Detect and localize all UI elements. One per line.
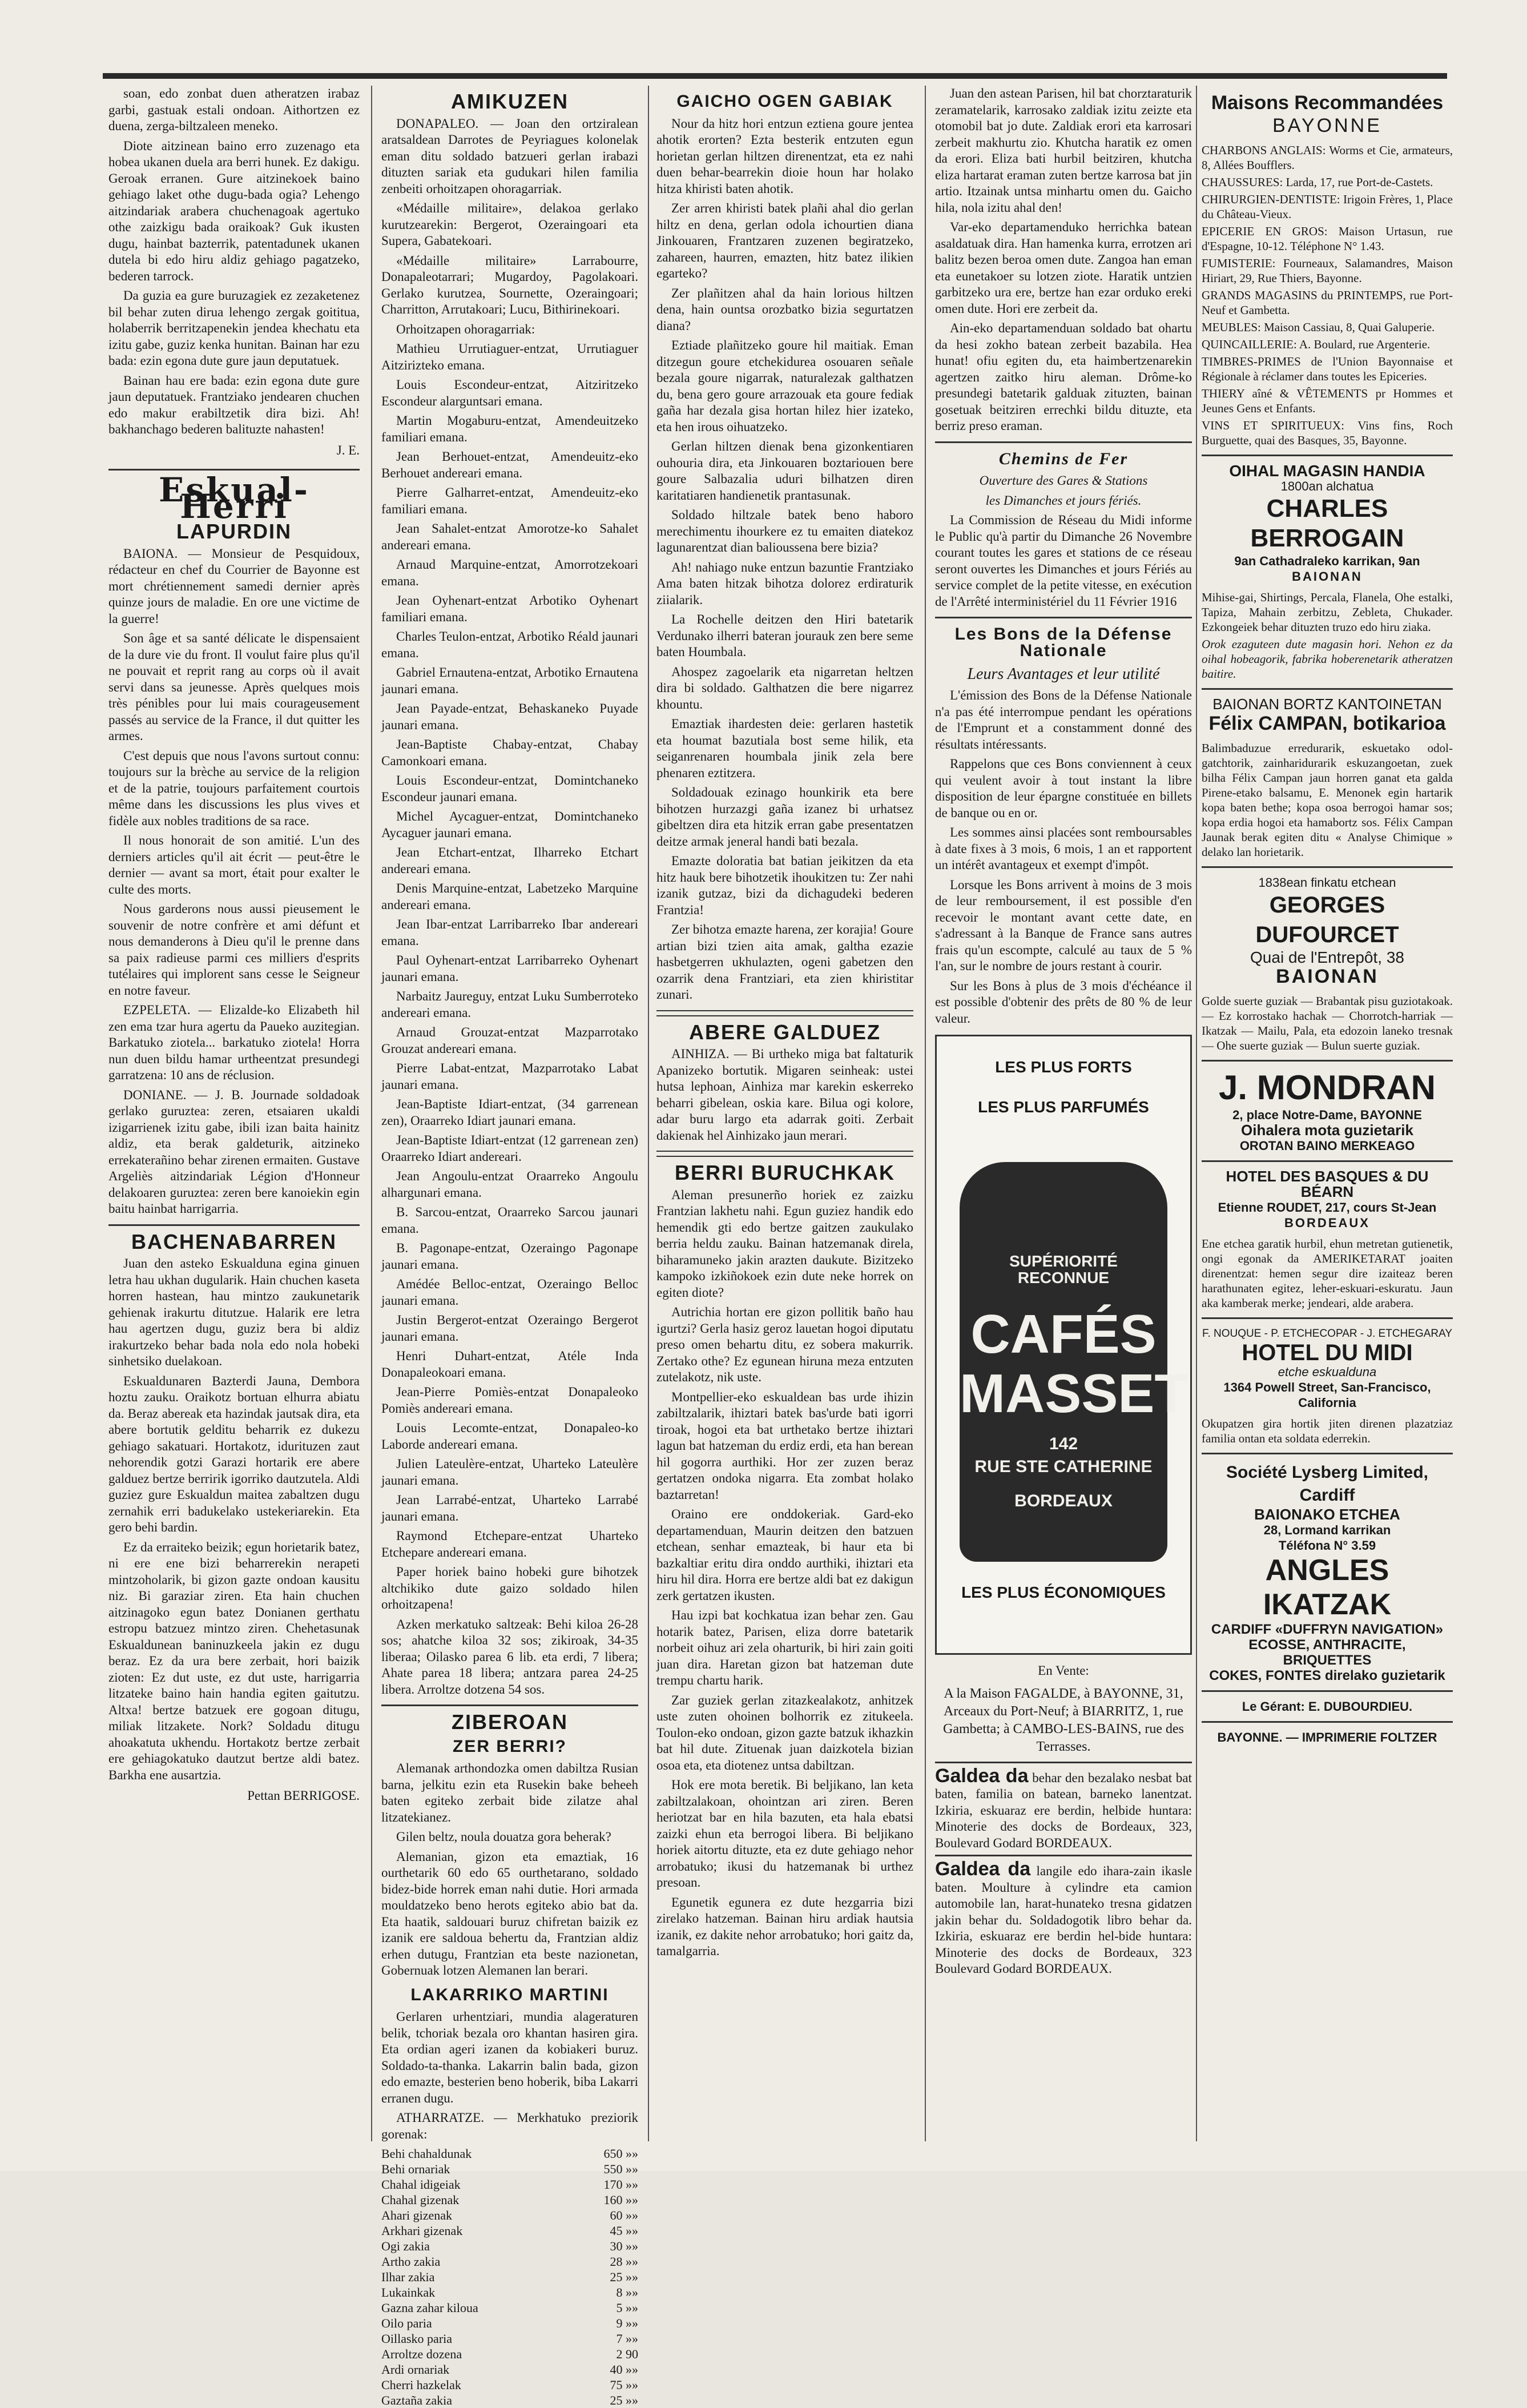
price-value: 9 »» [616, 2316, 638, 2330]
memorial-entry: Narbaitz Jaureguy, entzat Luku Sumberroteko andereari emana. [381, 989, 638, 1020]
article-paragraph: Juan den astean Parisen, hil bat chorztaraturik zeramatelarik, karrosako zaldiak izitu zeizte eta otomobil bat jo dute. Zaldiak erori eta karrosari zerbeit makhurtu zio. Khutcha haratik ez omen da erori. Eliza bati hurbil beitziren, khutcha eliza hartarat eraman zuten bertze karrosa bat jin artio. Itzainak untsa minhartu omen du. Gaicho hila, nola izitu ahal den! [935, 86, 1192, 215]
berrogain-ad [1202, 463, 1453, 584]
ad-slogan: LES PLUS FORTS [995, 1058, 1132, 1076]
recommended-entry: THIERY aîné & VÊTEMENTS pr Hommes et Jeunes Gens et Enfants. [1202, 387, 1453, 415]
gerant-line: Le Gérant: E. DUBOURDIEU. [1242, 1699, 1413, 1714]
article-paragraph: «Médaille militaire», delakoa gerlako kurutzearekin: Bergerot, Ozeraingoari eta Supera, Gabatekoari. [381, 201, 638, 248]
memorial-entry: Mathieu Urrutiaguer-entzat, Urrutiaguer Aitzirizteko emana. [381, 341, 638, 372]
ad-slogan: LES PLUS ÉCONOMIQUES [961, 1583, 1166, 1601]
recommended-entry: QUINCAILLERIE: A. Boulard, rue Argenterie. [1202, 337, 1431, 351]
column-4 [935, 86, 1192, 2153]
divider [1202, 1317, 1453, 1319]
notice-paragraph: L'émission des Bons de la Défense Nationale n'a pas été interrompue pendant les opérations de l'Emprunt et a constamment donné des résultats intéressants. [935, 688, 1192, 751]
recommended-entry: CHIRURGIEN-DENTISTE: Irigoin Frères, 1, Place du Château-Vieux. [1202, 192, 1453, 221]
masset-coffee-ad [935, 1035, 1192, 1655]
article-paragraph: Zer arren khiristi batek plañi ahal dio gerlan hiltz en dena, gerlan odola ichourtien diana Jinkouaren, Frantzaren zuzenen begiratzeko, zahareen, haurren, emazten, hitz batez ilikien egarteko? [656, 201, 913, 280]
memorial-list [381, 341, 638, 1613]
ad-address: 9an Cathadraleko karrikan, 9an [1234, 554, 1420, 568]
divider [1202, 1060, 1453, 1062]
price-row [381, 2238, 638, 2254]
ad-text: ECOSSE, ANTHRACITE, [1248, 1637, 1406, 1653]
column-2 [381, 86, 638, 2407]
notice-paragraph: Sur les Bons à plus de 3 mois d'échéance il est possible d'obtenir des prêts de 80 % de leur valeur. [935, 978, 1192, 1026]
article-paragraph: BAIONA. — Monsieur de Pesquidoux, rédacteur en chef du Courrier de Bayonne est mort chrétiennement samedi dernier après quinze jours de maladie. En ore une victime de la guerre! [108, 546, 360, 626]
price-value: 5 »» [616, 2301, 638, 2315]
price-item: Artho zakia [381, 2254, 441, 2269]
price-value: 160 »» [603, 2193, 638, 2207]
article-paragraph: Emaztiak ihardesten deie: gerlaren hastetik eta houmat bazutiala bost seme hilik, eta seiganrenaren houmbala jinik zela bere phenaren eztitzera. [656, 717, 913, 780]
price-item: Ogi zakia [381, 2239, 430, 2253]
classified-ad [935, 1855, 1192, 1977]
article-paragraph: Zer bihotza emazte harena, zer korajia! Goure artian bizi tzien aita amak, galtha ezazie hasbetgerren ukhulazten, ogeni gabetzen den ozarrik dena Frantziari, eta zien khiristitar zunari. [656, 922, 913, 1002]
price-row [381, 2393, 638, 2408]
section-title: GAICHO OGEN GABIAK [676, 92, 893, 111]
memorial-entry: Amédée Belloc-entzat, Ozeraingo Belloc jaunari emana. [381, 1277, 638, 1308]
memorial-entry: Jean-Baptiste Idiart-entzat, (34 garrenean zen), Oraarreko Idiart jaunari emana. [381, 1097, 638, 1128]
ad-address: 28, Lormand karrikan [1263, 1523, 1391, 1537]
price-value: 550 »» [603, 2162, 638, 2176]
price-item: Gazna zahar kiloua [381, 2301, 478, 2315]
column-rule [371, 86, 372, 2141]
article-paragraph: Orhoitzapen ohoragarriak: [396, 321, 535, 336]
divider [935, 617, 1192, 618]
price-value: 2 90 [616, 2347, 638, 2361]
top-rule [103, 73, 1447, 79]
price-value: 45 »» [610, 2224, 638, 2238]
article-paragraph: Autrichia hortan ere gizon pollitik baño hau igurtzi? Gerla hasiz geroz lauetan hogoi diputatu preso omen behartu ditu, ez sobera makurrik. Zertako othe? Ez egunean hiruna meza entzuten zutelakotz, nik uste. [656, 1305, 913, 1384]
price-row [381, 2377, 638, 2393]
section-masthead: Eskual-Herri [159, 471, 309, 526]
notice-paragraph: Les sommes ainsi placées sont remboursables à date fixes à 3 mois, 6 mois, 1 an et rapportent un intérêt avantageux et exempt d'impôt. [935, 825, 1192, 872]
ad-city: BAYONNE [1272, 115, 1382, 136]
ad-city: BORDEAUX [1014, 1492, 1113, 1510]
footer-imprint [1202, 1730, 1453, 1745]
memorial-entry: Jean Oyhenart-entzat Arbotiko Oyhenart familiari emana. [381, 593, 638, 624]
hotel-midi-ad [1202, 1326, 1453, 1410]
price-row [381, 2300, 638, 2315]
memorial-entry: Louis Escondeur-entzat, Aitziritzeko Escondeur alarguntsari emana. [381, 377, 638, 408]
price-item: Arroltze dozena [381, 2347, 462, 2361]
ad-brand-line: CAFÉS [970, 1304, 1157, 1365]
recommended-entry: CHARBONS ANGLAIS: Worms et Cie, armateurs, 8, Allées Boufflers. [1202, 143, 1453, 172]
notice-subtitle: Ouverture des Gares & Stations [979, 473, 1148, 488]
price-item: Gaztaña zakia [381, 2393, 452, 2407]
notice-subtitle: Leurs Avantages et leur utilité [967, 665, 1160, 683]
price-value: 25 »» [610, 2393, 638, 2407]
ad-brand-line: MASSET [960, 1363, 1188, 1424]
coffee-sack-icon [960, 1162, 1188, 1562]
recommended-entry: EPICERIE EN GROS: Maison Urtasun, rue d'Espagne, 10-12. Téléphone N° 1.43. [1202, 224, 1453, 253]
ad-brand: HOTEL DES BASQUES & DU BÉARN [1226, 1168, 1429, 1200]
classified-text: behar den bezalako nesbat bat baten, familia on batean, barneko lanentzat. Izkiria, eskuaraz ere berdin, helbide huntara: Minoterie des docks de Bordeaux, 323, Boulevard Godard BORDEAUX. [935, 1770, 1192, 1850]
ad-brand: ANGLES IKATZAK [1263, 1554, 1392, 1621]
ad-brand: Félix CAMPAN, botikarioa [1208, 713, 1446, 734]
article-paragraph: Hau izpi bat kochkatua izan behar zen. Gau hotarik batez, Parisen, eliza dorre batetarik norbeit oihuz ari zela oharturik, bi hiri zain goiti juan dira. Haretan gizon bat hatzeman dute trempu chartu harik. [656, 1608, 913, 1687]
divider [1202, 866, 1453, 868]
memorial-entry: Arnaud Marquine-entzat, Amorrotzekoari emana. [381, 557, 638, 588]
article-paragraph: Var-eko departamenduko herrichka batean asaldatuak dira. Han hamenka kurra, errotzen ari balitz bezen beroa omen dute. Zangoa han eman eta eunetakoer su lotzen ziote. Haratik untzien garbitzeko ura ere, bertze han ezar orduko ereki omen dute. Hori ere zerbeit da. [935, 220, 1192, 316]
divider [935, 441, 1192, 443]
column-rule [648, 86, 649, 2141]
price-value: 8 »» [616, 2285, 638, 2300]
article-paragraph: Zer plañitzen ahal da hain lorious hiltzen dena, hain ountsa orozbatko bizia segurtatzen diana? [656, 286, 913, 333]
ad-address: 1364 Powell Street, San-Francisco, California [1223, 1380, 1431, 1410]
article-paragraph: Emazte doloratia bat batian jeikitzen da eta hitz hauk bere bihotzetik ihoukitzen tu: Zer nahi izanik gutzaz, bizi da dichagudeki bederen Frantzia! [656, 854, 913, 917]
memorial-entry: Jean Angoulu-entzat Oraarreko Angoulu alhargunari emana. [381, 1169, 638, 1200]
section-title: ZIBEROAN [452, 1710, 568, 1734]
ad-text: Ene etchea garatik hurbil, ehun metretan gutienetik, ongi egonak da AMERIKETARAT joaiten direnentzat: hemen segur dire izaiteaz beren harathunaten egitez, leher-eskuari-eskuratu. Jaun aka kamberak merke; jendeari, alde arabera. [1202, 1237, 1453, 1310]
divider [108, 1224, 360, 1226]
ad-street: RUE STE CATHERINE [974, 1457, 1153, 1476]
memorial-entry: Pierre Galharret-entzat, Amendeuitz-eko familiari emana. [381, 485, 638, 516]
ad-seal: SUPÉRIORITÉ RECONNUE [1009, 1252, 1118, 1287]
price-row [381, 2362, 638, 2377]
classified-heading: Galdea da [935, 1764, 1029, 1787]
footer-gerant [1202, 1699, 1453, 1714]
price-row [381, 2254, 638, 2269]
price-value: 75 »» [610, 2378, 638, 2392]
price-value: 650 »» [603, 2146, 638, 2161]
divider [1202, 455, 1453, 456]
article-paragraph: Hok ere mota beretik. Bi beljikano, lan keta zabiltzalakoan, ohointzan ari ziren. Beren heriotzat bar en hila bazuten, eta hala ebatsi zaizki ehun eta berrogoi libera. Bi beljikano horiek aitortu dituzte, eta ez dute gehiago nehor arrobatuko; ikusi du hatzemanak bi urthez presoan. [656, 1778, 913, 1890]
ad-text: Orok ezaguteen dute magasin hori. Nehon ez da oihal hobeagorik, fabrika hoberenetarik atheratzen baitire. [1202, 637, 1453, 681]
memorial-entry: Pierre Labat-entzat, Mazparrotako Labat jaunari emana. [381, 1061, 638, 1092]
price-value: 40 »» [610, 2362, 638, 2377]
ad-text: COKES, FONTES direlako guzietarik [1209, 1668, 1445, 1683]
price-row [381, 2192, 638, 2208]
price-item: Chahal gizenak [381, 2193, 460, 2207]
price-value: 170 »» [603, 2177, 638, 2192]
notice-paragraph: La Commission de Réseau du Midi informe le Public qu'à partir du Dimanche 26 Novembre courant toutes les gares et stations de ce réseau seront ouvertes les Dimanches et jours Fériés au service complet de la petite vitesse, en exécution de l'Arrêté interministériel du 11 Février 1916 [935, 513, 1192, 609]
ad-brand: J. MONDRAN [1218, 1068, 1436, 1107]
article-paragraph: Ez da erraiteko beizik; egun horietarik batez, ni ere ene bizi beharrerekin nerapeti mintzoholarik, bi gizon gazte ondoan kausitu niz. Bi garaziar ziren. Eta hain chuchen aitzinagoko egun batez Donianen gerthatu estropu batzuez mintzo ziren. Chehetasunak Eskualdunean baninuzkeela jakin ez dugu beraz. Ez da ura bere zerbait, hori baizik zioten: Ez dut uste, ez dut uste, harrigarria litzateke baino hain handia egiten gaitutzu. Altxa! bertze batzuek ere gogoan ditugu, miliak litzakete. Nork? Soldadu ditugu ahoakatuta ukhendu. Hortakotz bertze zerbait ere gehiagokatuko dautzut bertze aldi batez. Barkha ene ausartzia. [108, 1539, 360, 1782]
notice-title: Les Bons de la Défense Nationale [954, 625, 1173, 660]
price-value: 30 »» [610, 2239, 638, 2253]
price-row [381, 2285, 638, 2300]
memorial-entry: Justin Bergerot-entzat Ozeraingo Bergerot jaunari emana. [381, 1313, 638, 1344]
memorial-entry: Henri Duhart-entzat, Atéle Inda Donapaleokoari emana. [381, 1349, 638, 1380]
article-paragraph: «Médaille militaire» Larrabourre, Donapaleotarrari; Mugardoy, Pagolakoari. Gerlako kurutzea, Sournette, Ozeraingoari; Charritton, Arrutakoari; Lucu, Bithirinekoari. [381, 253, 638, 316]
article-paragraph: Egunetik egunera ez dute hezgarria bizi zirelako hatzeman. Bainan hiru ardiak hautsia izanik, ez dakite nehor arrobatuko; hori gaitz da, tamalgarria. [656, 1895, 913, 1958]
subsection-title: ZER BERRI? [453, 1736, 567, 1756]
article-paragraph: Juan den asteko Eskualduna egina ginuen letra hau ukhan dugularik. Hain chuchen kaseta horren hastean, hau mintzo zaukunetarik gehienak irakurtu ditutzue. Halarik ere letra hau agertzen dugu, guziz bera bi aldiz irakurtzeko behar bada nola edo nola hobeki sinhetsiko duelakoan. [108, 1256, 360, 1368]
ad-subtitle: 1838ean finkatu etchean [1258, 875, 1396, 890]
ad-title: OIHAL MAGASIN HANDIA [1229, 462, 1425, 480]
signature: J. E. [336, 443, 360, 457]
memorial-entry: Jean Etchart-entzat, Ilharreko Etchart andereari emana. [381, 845, 638, 876]
ad-text: Okupatzen gira hortik jiten direnen plazatziaz familia ontan eta soldata ederrekin. [1202, 1417, 1453, 1445]
memorial-entry: Charles Teulon-entzat, Arbotiko Réald jaunari emana. [381, 629, 638, 660]
divider [1202, 1453, 1453, 1454]
memorial-entry: Arnaud Grouzat-entzat Mazparrotako Grouzat andereari emana. [381, 1025, 638, 1056]
divider [1202, 1690, 1453, 1692]
ad-text: CARDIFF «DUFFRYN NAVIGATION» [1211, 1622, 1444, 1637]
price-item: Oilo paria [381, 2316, 432, 2330]
memorial-entry: Paul Oyhenart-entzat Larribarreko Oyhenart jaunari emana. [381, 953, 638, 984]
article-paragraph: Son âge et sa santé délicate le dispensaient de la dure vie du front. Il voulut faire plus qu'il ne pouvait et reprit rang au corps où il avait servi dans sa jeunesse. Après quelques mois très pénibles pour lui mais courageusement passés au service de la France, il dut quitter les armes. [108, 631, 360, 743]
article-paragraph: Ain-eko departamenduan soldado bat ohartu da hesi zokho batean zerbeit bazabila. Hea hunat! ofiu egiten du, eta haimbertzenarekin agertzen zaitko hiru aleman. Drôme-ko presundegi batetarik galduak zituzten, bainan gosetuak beitziren errechki bildu dituzte, eta berriz preso eraman. [935, 321, 1192, 433]
divider [1202, 1721, 1453, 1723]
classified-ad [935, 1762, 1192, 1852]
memorial-entry: Martin Mogaburu-entzat, Amendeuitzeko familiari emana. [381, 413, 638, 444]
price-row [381, 2331, 638, 2346]
ad-owners: F. NOUQUE - P. ETCHECOPAR - J. ETCHEGARAY [1202, 1328, 1453, 1340]
article-paragraph: Aleman presunerño horiek ez zaizku Frantzian lakhetu nahi. Egun guziez handik edo hemendik gti edo bertze gaitzen zaukulako berria heldu zauku. Bainan hatzemanak direla, biharamuneko jakin arazten daukute. Bizitzeko kampoko izkiñokoek ezin dute neke horrek on egiten diote? [656, 1187, 913, 1300]
market-paragraph: Azken merkatuko saltzeak: Behi kiloa 26-28 sos; ahatche kiloa 32 sos; zikiroak, 34-35 liberaa; Oilasko parea 6 lib. eta erdi, 7 libera; Ahate parea 18 libera; antzara parea 24-25 libera. Arroltze dotzena 54 sos. [381, 1617, 638, 1697]
memorial-entry: Paper horiek baino hobeki gure bihotzek altchikiko dute gaizo soldado hilen orhoitzapena! [381, 1565, 638, 1611]
price-item: Ardi ornariak [381, 2362, 450, 2377]
article-paragraph: Ahospez zagoelarik eta nigarretan heltzen dira bi soldado. Galthatzen die bere nigarrez khountu. [656, 664, 913, 711]
divider [1202, 688, 1453, 690]
dufourcet-ad [1202, 875, 1453, 988]
price-item: Chahal idigeiak [381, 2177, 461, 2192]
divider [381, 1705, 638, 1706]
divider [1202, 1160, 1453, 1162]
article-paragraph: Gerlaren urhentziari, mundia alageraturen belik, tchoriak bezala oro khantan hasiren gira. Eta ordian ageri izanen da kobiakeri buruz. Soldado-ta-thanka. Lakarrin balin bada, gizon edo emazte, besterien beno hoberik, biba Lakarri erranen dugu. [381, 2009, 638, 2105]
article-paragraph: Nous garderons nous aussi pieusement le souvenir de notre confrère et ami défunt et nous demanderons à Dieu qu'il le prenne dans sa paix radieuse parmi ces milliers d'esprits tutélaires qui implorent sans cesse le Seigneur en notre faveur. [108, 902, 360, 998]
ad-text: Balimbaduzue erredurarik, eskuetako odol-gatchtorik, zainharidurarik eskuzangoetan, zuek bilha Félix Campan jaun horren ganat eta galda Pirene-etako balsamu, E. Menonek egin hartarik kopa baten bethe; kopa osoa berrogoi hamar sos; kopa erdia hogoi eta hamabortz sos. Félix Campan Jaunak berak egiten ditu « Analyse Chimique » delako lan horietarik. [1202, 741, 1453, 859]
memorial-entry: Jean-Baptiste Chabay-entzat, Chabay Camonkoari emana. [381, 737, 638, 768]
ad-city: BAIONAN [1292, 569, 1363, 584]
memorial-entry: Jean Payade-entzat, Behaskaneko Puyade jaunari emana. [381, 701, 638, 732]
price-table [381, 2146, 638, 2408]
memorial-entry: Jean-Baptiste Idiart-entzat (12 garrenean zen) Oraarreko Idiart andereari. [381, 1133, 638, 1164]
section-title: BERRI BURUCHKAK [675, 1161, 895, 1184]
price-row [381, 2146, 638, 2161]
recommended-entry: VINS ET SPIRITUEUX: Vins fins, Roch Burguette, quai des Basques, 35, Bayonne. [1202, 419, 1453, 447]
article-paragraph: Zar guziek gerlan zitazkealakotz, anhitzek uste zuten ohoinen bolhorrik ez zitukeela. Toulon-eko ondoan, gizon gazte batzuk ikhazkin bat hil dute. Zituenak juan daizkotela bizian osoa eta, eta diotenez untsa dabiltzan. [656, 1693, 913, 1772]
memorial-entry: Julien Lateulère-entzat, Uharteko Lateulère jaunari emana. [381, 1457, 638, 1488]
memorial-entry: Raymond Etchepare-entzat Uharteko Etchepare andereari emana. [381, 1529, 638, 1559]
ad-address: 2, place Notre-Dame, BAYONNE [1232, 1108, 1422, 1122]
ad-brand: Société Lysberg Limited, Cardiff [1226, 1463, 1428, 1505]
column-3 [656, 86, 913, 2153]
price-item: Behi ornariak [381, 2162, 450, 2176]
article-paragraph: Soldadouak ezinago hounkirik eta bere bihotzen hurzazgi gaña izanez bi urhatsez gibeltzen dira eta hitzik erran gabe presentatzen deitze armak jeneral handi bati bezala. [656, 785, 913, 849]
ad-city: BORDEAUX [1284, 1216, 1370, 1230]
article-paragraph: Da guzia ea gure buruzagiek ez zezaketenez bil behar zuten dirua lehengo zergak goititua, holaberrik berritzapenekin jendea khechatu eta izitu gabe, guziz kenka hunitan. Bainan har ezu bada: ezin egona dute gure jaun deputatuek. [108, 288, 360, 368]
recommended-houses [1202, 91, 1453, 137]
section-title: ABERE GALDUEZ [688, 1020, 881, 1044]
price-row [381, 2315, 638, 2331]
signature: Pettan BERRIGOSE. [247, 1788, 360, 1803]
article-paragraph: Ah! nahiago nuke entzun bazuntie Frantziako Ama baten hitzak bihotza dolorez erdiraturik ziialarik. [656, 560, 913, 607]
article-paragraph: soan, edo zonbat duen atheratzen irabaz garbi, gastuak estali ondoan. Aithortzen ez duena, zerga-biltzaleen meneko. [108, 86, 360, 133]
memorial-entry: Gabriel Ernautena-entzat, Arbotiko Ernautena jaunari emana. [381, 665, 638, 696]
article-paragraph: EZPELETA. — Elizalde-ko Elizabeth hil zen ema tzar hura agertu da Paueko auzitegian. Barkatuko ziotela... barkatuko ziotela! Horra nun duen bildu hamar urtheentzat presundegi garratzena: 10 ans de réclusion. [108, 1003, 360, 1082]
article-paragraph: DONIANE. — J. B. Journade soldadoak gerlako guruztea: zeren, etsaiaren ukaldi izigarrienek izitu gabe, ibili izan baita hainitz aldiz, eta berak galdeturik, aitzineko errekaterañino behar zirenen ermaiten. Gustave Argeliès aitzindariak Légion d'Honneur delakoaren guruztea: zeren bere kanoiekin egin baitu hainbat harrigarria. [108, 1087, 360, 1216]
memorial-entry: B. Sarcou-entzat, Oraarreko Sarcou jaunari emana. [381, 1205, 638, 1236]
classified-heading: Galdea da [935, 1858, 1031, 1880]
article-paragraph: Il nous honorait de son amitié. L'un des derniers articles qu'il ait écrit — peut-être le dernier — avant sa mort, était pour exalter le culte des morts. [108, 833, 360, 897]
article-paragraph: Gilen beltz, noula douatza gora beherak? [396, 1830, 611, 1844]
article-paragraph: Bainan hau ere bada: ezin egona dute gure jaun deputatuek. Frantziako jendearen chuchen edo makur erabiltzetik dira bizi. Ah! bakhanchago bederen balituzte nahasten! [108, 373, 360, 436]
column-5 [1202, 86, 1453, 2153]
divider [656, 1151, 913, 1157]
ad-address: Etienne ROUDET, 217, cours St-Jean [1218, 1200, 1437, 1215]
ad-subtitle: etche eskualduna [1278, 1365, 1377, 1379]
ad-title: Maisons Recommandées [1211, 92, 1444, 114]
recommended-list [1202, 143, 1453, 448]
memorial-entry: Jean-Pierre Pomiès-entzat Donapaleoko Pomiès andereari emana. [381, 1385, 638, 1416]
price-item: Lukainkak [381, 2285, 436, 2300]
lysberg-ad [1202, 1461, 1453, 1683]
ad-text: Oihalera mota guzietarik [1241, 1121, 1413, 1139]
price-row [381, 2346, 638, 2362]
article-paragraph: Diote aitzinean baino erro zuzenago eta hobea ukanen duela ara berri hunek. Ez dakigu. Geroak erranen. Gure aitzinekoek baino gehiago laket othe dugu-bada ogia? Lehengo aitzindariak arabera chuchenagoak agertuko othe zaizkigu bada oraikoak? Guk ikusten dugu, hainbat bazterrik, patentadunek ukanen dutela bi edo hiru aldiz gehiago pagatzeko, bederen tarrock. [108, 138, 360, 283]
notice-subtitle: les Dimanches et jours fériés. [985, 493, 1142, 508]
article-paragraph: La Rochelle deitzen den Hiri batetarik Verdunako ilherri bateran jourauk zen bere seme baten Houmbala. [656, 612, 913, 659]
ad-text: Mihise-gai, Shirtings, Percala, Flanela, Ohe estalki, Tapiza, Mahain zerbitzu, Zebleta, Chukader. Ezkongeiek behar dituzten truzo edo hiru ziaka. [1202, 590, 1453, 634]
article-paragraph: Alemanak arthondozka omen dabiltza Rusian barna, jelkitu ezin eta Rusekin bake beheeh baten egiteko zerbait bide zilatze ahal litzatekianez. [381, 1761, 638, 1824]
article-paragraph: Alemanian, gizon eta emaztiak, 16 ourthetarik 60 edo 65 ourthetarano, soldado bidez-bide horrek eman nahi dutie. Hori armada mouldatzeko beno herots egiteko abio bat da. Eta haatik, saldouari buruz chifretan baizik ez izanik ere saldoua behertu da, Frantzian aldiz erhen dutugu, Frantzian eta beste nazionetan, Gobernuak lotzen Alemanen lan berari. [381, 1849, 638, 1977]
ad-brand: CHARLES BERROGAIN [1250, 495, 1404, 552]
section-title: AMIKUZEN [451, 90, 569, 113]
price-row [381, 2208, 638, 2223]
article-paragraph: ATHARRATZE. — Merkhatuko preziorik gorenak: [381, 2110, 638, 2141]
ad-phone: Téléfona N° 3.59 [1278, 1538, 1376, 1553]
price-row [381, 2177, 638, 2192]
recommended-entry: GRANDS MAGASINS du PRINTEMPS, rue Port-Neuf et Gambetta. [1202, 288, 1453, 317]
article-paragraph: Soldado hiltzale batek beno haboro merechimentu ihourkere ez tu emaiten diatekoz lagunarentzat dian balioussena bere bizia? [656, 508, 913, 554]
notice-paragraph: Rappelons que ces Bons conviennent à ceux qui veulent avoir à tout instant la libre disposition de leur épargne constituée en billets de banque ou en or. [935, 757, 1192, 820]
article-paragraph: Eztiade plañitzeko goure hil maitiak. Eman ditzegun goure etchekidurea osouaren señale bezala goure nigarrak, naturalezak galthatzen du, bena gero goure arrazouak eta goure fediak gaña har dezala gisa hortan hilez hier izateko, eta hen irous oihuatzeko. [656, 338, 913, 434]
article-paragraph: Nour da hitz hori entzun eztiena goure jentea ahotik erorten? Ezta besterik entzuten egun horietan gerlan hiltzen direnentzat, eta ez nahi duen behar-bearrekin dioie houn har holako hitza khiristi baten ahotik. [656, 116, 913, 196]
price-row [381, 2161, 638, 2177]
price-item: Arkhari gizenak [381, 2224, 463, 2238]
memorial-entry: B. Pagonape-entzat, Ozeraingo Pagonape jaunari emana. [381, 1241, 638, 1272]
notice-paragraph: Lorsque les Bons arrivent à moins de 3 mois de leur remboursement, il est possible d'en recevoir le montant avant cette date, en s'adressant à la Banque de France sans autres frais qu'un escompte, calculé au taux de 5 % l'an, sur le nombre de jours restant à courir. [935, 877, 1192, 973]
memorial-entry: Michel Aycaguer-entzat, Domintchaneko Aycaguer jaunari emana. [381, 809, 638, 840]
memorial-entry: Jean Sahalet-entzat Amorotze-ko Sahalet andereari emana. [381, 521, 638, 552]
column-1 [108, 86, 360, 2153]
subsection-title: LAKARRIKO MARTINI [410, 1985, 609, 2004]
ad-text: OROTAN BAINO MERKEAGO [1239, 1139, 1415, 1153]
price-value: 7 »» [616, 2331, 638, 2346]
memorial-entry: Louis Lecomte-entzat, Donapaleo-ko Laborde andereari emana. [381, 1421, 638, 1452]
price-item: Oillasko paria [381, 2331, 453, 2346]
price-item: Cherri hazkelak [381, 2378, 461, 2392]
sale-title: En Vente: [1038, 1663, 1089, 1678]
ad-text: BRIQUETTES [1283, 1653, 1372, 1668]
price-row [381, 2269, 638, 2285]
column-rule [925, 86, 926, 2141]
recommended-entry: FUMISTERIE: Fourneaux, Salamandres, Maison Hiriart, 29, Rue Thiers, Bayonne. [1202, 256, 1453, 285]
price-value: 28 »» [610, 2254, 638, 2269]
section-title: LAPURDIN [176, 520, 292, 543]
ad-text: Golde suerte guziak — Brabantak pisu guziotakoak. — Ez korrostako hachak — Chorrotch-harriak — Ikatzak — Mailu, Pala, eta edozoin laneko tresnak — Ohe suerte guziak — Bulun suerte guziak. [1202, 994, 1453, 1052]
recommended-entry: MEUBLES: Maison Cassiau, 8, Quai Galuperie. [1202, 320, 1435, 334]
ad-brand [960, 1304, 1188, 1424]
price-item: Ahari gizenak [381, 2208, 452, 2222]
memorial-entry: Jean Larrabé-entzat, Uharteko Larrabé jaunari emana. [381, 1493, 638, 1523]
price-item: Behi chahaldunak [381, 2146, 472, 2161]
price-value: 25 »» [610, 2270, 638, 2284]
ad-title: BAIONAKO ETCHEA [1254, 1506, 1400, 1523]
mondran-ad [1202, 1068, 1453, 1153]
memorial-entry: Louis Escondeur-entzat, Domintchaneko Escondeur jaunari emana. [381, 773, 638, 804]
ad-slogan: LES PLUS PARFUMÉS [978, 1098, 1149, 1116]
ad-city: BAIONAN [1276, 966, 1379, 987]
memorial-entry: Jean Ibar-entzat Larribarreko Ibar andereari emana. [381, 917, 638, 948]
price-value: 60 »» [610, 2208, 638, 2222]
article-paragraph: Gerlan hiltzen dienak bena gizonkentiaren ouhouria dira, eta Jinkouaren boztariouen bere goure Salbazalia uduri bilhatzen diren karitatiaren handienetik prantasunak. [656, 439, 913, 502]
price-row [381, 2223, 638, 2238]
article-paragraph: C'est depuis que nous l'avons surtout connu: toujours sur la brèche au service de la religion et de la patrie, toujours parfaitement courtois même dans les discussions les plus vives et fidèle aux nobles traditions de sa race. [108, 748, 360, 828]
campan-ad [1202, 697, 1453, 735]
memorial-entry: Denis Marquine-entzat, Labetzeko Marquine andereari emana. [381, 881, 638, 912]
ad-address: Quai de l'Entrepôt, 38 [1250, 948, 1404, 966]
ad-subtitle: 1800an alchatua [1280, 479, 1374, 493]
sale-text: A la Maison FAGALDE, à BAYONNE, 31, Arceaux du Port-Neuf; à BIARRITZ, 1, rue Gambetta; à CAMBO-LES-BAINS, rue des Terrasses. [943, 1686, 1184, 1754]
article-paragraph: Eskualdunaren Bazterdi Jauna, Dembora hoztu zauku. Oraikotz bortuan elhurra abiatu da. Beraz abereak eta hazindak jautsak dira, eta abere bortutik gelditu beharrik ez dukezu gehiago sakatuari. Hortakotz, idurituzen zaut nehorendik gotzi Garazi hortarik ere abere galduez bertze berririk igorriko dautzutela. Aldi guziez gure Eskualdun maitea zabaltzen dugu zernahik erri badukelako ustekeriarekin. Eta gero behi bardin. [108, 1373, 360, 1534]
price-item: Ilhar zakia [381, 2270, 435, 2284]
section-title: BACHENABARREN [131, 1229, 337, 1253]
article-paragraph: AINHIZA. — Bi urtheko miga bat faltaturik Apanizeko bortutik. Migaren seinheak: ustei hutsa lephoan, Ainhiza mar karekin eskerreko beharri gibelean, oskia kare. Bilua ogi kolore, adar buru largo eta adarrak goiti. Zerbait dakienak hel Ainhizako jaun merari. [656, 1047, 913, 1143]
ad-title: BAIONAN BORTZ KANTOINETAN [1212, 696, 1442, 713]
ad-brand: GEORGES DUFOURCET [1255, 893, 1399, 947]
recommended-entry: CHAUSSURES: Larda, 17, rue Port-de-Castets. [1202, 175, 1433, 189]
article-paragraph: DONAPALEO. — Joan den ortziralean aratsaldean Darrotes de Peyriagues kolonelak eman ditu soldado batzueri gerlan irabazi dituzten sariak eta gudukari hilen familia zenbeiti orhoitzapen ohoragarriak. [381, 116, 638, 196]
classified-text: langile edo ihara-zain ikasle baten. Moulture à cylindre eta camion automobile lan, harat-hunateko tresna gidatzen jakin behar du. Soldadogotik libro behar da. Izkiria, eskuaraz ere berdin hel-bide huntara: Minoterie des docks de Bordeaux, 323 Boulevard Godard BORDEAUX. [935, 1864, 1192, 1976]
ad-brand: HOTEL DU MIDI [1242, 1340, 1413, 1365]
hotel-basques-ad [1202, 1169, 1453, 1231]
notice-title: Chemins de Fer [998, 449, 1129, 468]
imprint-line: BAYONNE. — IMPRIMERIE FOLTZER [1217, 1730, 1437, 1744]
divider [656, 1010, 913, 1016]
column-rule [1196, 86, 1197, 2141]
recommended-entry: TIMBRES-PRIMES de l'Union Bayonnaise et Régionale à réclamer dans toutes les Epiceries. [1202, 355, 1453, 383]
article-paragraph: Oraino ere onddokeriak. Gard-eko departamenduan, Maurin deitzen den batzuen etchean, senhar emazteak, bi haur eta bi bazkaltiar eritu dira onddo aurthiki, ihiztari eta hiru hil dira. Horra ere bertze aldi bat ez dakigun zerk gertatzen ikusten. [656, 1507, 913, 1603]
article-paragraph: Montpellier-eko eskualdean bas urde ihizin zabiltzalarik, ihiztari batek bas'urde bati igorri tiroak, hogoi eta bat urthetako bertze ihiztari lagun bat hatzeman du erdiz erdi, eta han berean hil gogorra aurthiki. Hor zer zuzen beraz gertatzen ondoka nigarra. Eta zombat holako baztarretan! [656, 1389, 913, 1502]
ad-number: 142 [1049, 1434, 1078, 1453]
memorial-entry: Jean Berhouet-entzat, Amendeuitz-eko Berhouet andereari emana. [381, 449, 638, 480]
